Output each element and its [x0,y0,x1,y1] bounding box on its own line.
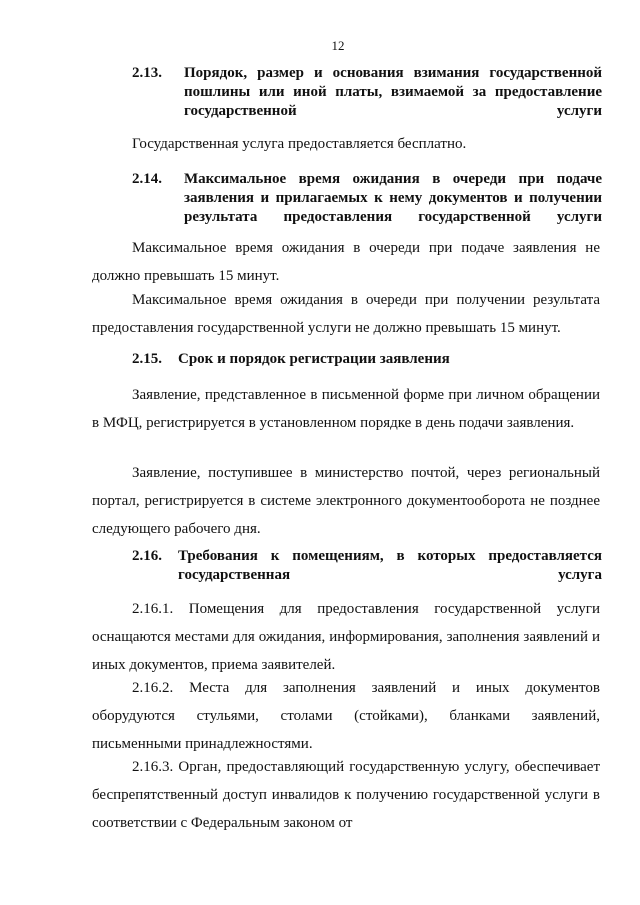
paragraph-registration-mfc: Заявление, представленное в письменной форме при личном обращении в МФЦ, регистрируется в установленном порядке в день подачи заявления. [92,387,600,431]
paragraph-fee: Государственная услуга предоставляется бесплатно. [132,136,467,152]
section-heading-2-13 [132,64,602,140]
section-title: Срок и порядок регистрации заявления [178,351,450,367]
page-number: 12 [331,38,345,53]
paragraph-2-16-3: 2.16.3. Орган, предоставляющий государственную услугу, обеспечивает беспрепятственный доступ инвалидов к получению государственной услуги в соответствии с Федеральным законом от [92,759,600,831]
paragraph-2-16-1: 2.16.1. Помещения для предоставления государственной услуги оснащаются местами для ожидания, информирования, заполнения заявлений и иных документов, приема заявителей. [92,601,600,673]
section-title: Максимальное время ожидания в очереди при подаче заявления и прилагаемых к нему документов и получении результата предоставления государственной услуги [184,171,602,225]
section-number: 2.16. [132,548,162,564]
paragraph-wait-result: Максимальное время ожидания в очереди при получении результата предоставления государственной услуги не должно превышать 15 минут. [92,292,600,336]
section-number: 2.15. [132,351,162,367]
section-title: Порядок, размер и основания взимания государственной пошлины или иной платы, взимаемой за предоставление государственной услуги [184,65,602,119]
section-title: Требования к помещениям, в которых предоставляется государственная услуга [178,548,602,583]
paragraph-wait-submit: Максимальное время ожидания в очереди при подаче заявления не должно превышать 15 минут. [92,240,600,284]
section-number: 2.14. [132,171,162,187]
paragraph-registration-mail: Заявление, поступившее в министерство почтой, через региональный портал, регистрируется в системе электронного документооборота не позднее следующего рабочего дня. [92,465,600,537]
paragraph-2-16-2: 2.16.2. Места для заполнения заявлений и иных документов оборудуются стульями, столами (стойками), бланками заявлений, письменными принадлежностями. [92,680,600,752]
section-number: 2.13. [132,65,162,81]
